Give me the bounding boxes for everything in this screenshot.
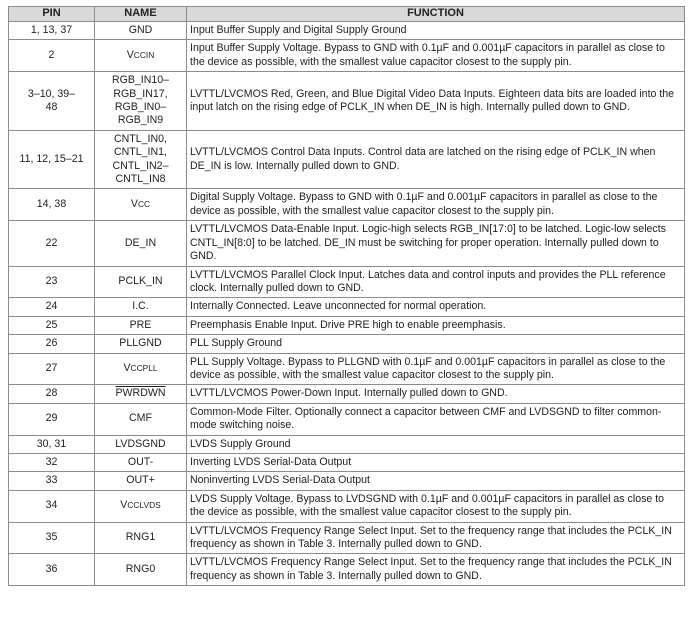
pin-name <box>95 189 187 221</box>
table-row <box>9 221 685 266</box>
table-row <box>9 298 685 316</box>
pin-function: PLL Supply Ground <box>187 335 685 353</box>
pin-function: LVTTL/LVCMOS Parallel Clock Input. Latches data and control inputs and provides the PLL reference clock. Internally pulled down to GND. <box>187 266 685 298</box>
pin-name: RNG1 <box>95 522 187 554</box>
pin-function: LVDS Supply Ground <box>187 435 685 453</box>
pin-name-main: V <box>123 362 131 375</box>
pin-function: LVTTL/LVCMOS Frequency Range Select Input. Set to the frequency range that includes the PCLK_IN frequency as shown in Table 3. Internally pulled down to GND. <box>187 522 685 554</box>
pin-number: 33 <box>9 472 95 490</box>
pin-name: GND <box>95 22 187 40</box>
pin-number: 25 <box>9 316 95 334</box>
pin-name: I.C. <box>95 298 187 316</box>
pin-function: PLL Supply Voltage. Bypass to PLLGND with 0.1µF and 0.001µF capacitors in parallel as close to the device as possible, with the smallest value capacitor closest to the supply pin. <box>187 353 685 385</box>
pin-number: 27 <box>9 353 95 385</box>
table-row <box>9 385 685 403</box>
pin-name: DE_IN <box>95 221 187 266</box>
pin-function: Noninverting LVDS Serial-Data Output <box>187 472 685 490</box>
table-row <box>9 266 685 298</box>
pin-function: Digital Supply Voltage. Bypass to GND with 0.1µF and 0.001µF capacitors in parallel as close to the device as possible, with the smallest value capacitor closest to the supply pin. <box>187 189 685 221</box>
table-row <box>9 490 685 522</box>
pin-name-main: V <box>130 198 138 211</box>
table-row <box>9 472 685 490</box>
table-row <box>9 554 685 586</box>
pin-name <box>95 40 187 72</box>
pin-name-overbar: PWRDWN <box>115 387 166 400</box>
table-row <box>9 435 685 453</box>
pin-number: 32 <box>9 453 95 471</box>
pin-name: OUT- <box>95 453 187 471</box>
pin-name-subscript: CC <box>137 199 151 210</box>
table-header-row <box>9 7 685 22</box>
pin-function: Internally Connected. Leave unconnected for normal operation. <box>187 298 685 316</box>
pin-number: 29 <box>9 403 95 435</box>
pin-function: Input Buffer Supply and Digital Supply Ground <box>187 22 685 40</box>
pin-number: 1, 13, 37 <box>9 22 95 40</box>
pin-name-main: V <box>120 499 128 512</box>
pin-name: RGB_IN10– RGB_IN17, RGB_IN0– RGB_IN9 <box>95 72 187 131</box>
pin-function: Preemphasis Enable Input. Drive PRE high to enable preemphasis. <box>187 316 685 334</box>
table-row <box>9 40 685 72</box>
pin-number: 28 <box>9 385 95 403</box>
pin-name: CNTL_IN0, CNTL_IN1, CNTL_IN2– CNTL_IN8 <box>95 130 187 189</box>
pin-number: 23 <box>9 266 95 298</box>
pin-number: 3–10, 39–48 <box>9 72 95 131</box>
pin-number: 36 <box>9 554 95 586</box>
pin-name: OUT+ <box>95 472 187 490</box>
pin-function: LVTTL/LVCMOS Frequency Range Select Input. Set to the frequency range that includes the PCLK_IN frequency as shown in Table 3. Internally pulled down to GND. <box>187 554 685 586</box>
pin-name: LVDSGND <box>95 435 187 453</box>
pin-name-subscript: CCIN <box>133 50 155 61</box>
header-name: NAME <box>95 7 187 22</box>
table-row <box>9 189 685 221</box>
table-row <box>9 453 685 471</box>
pin-name: RNG0 <box>95 554 187 586</box>
table-row <box>9 22 685 40</box>
pin-number: 30, 31 <box>9 435 95 453</box>
pin-function: LVTTL/LVCMOS Red, Green, and Blue Digital Video Data Inputs. Eighteen data bits are loaded into the input latch on the rising edge of PCLK_IN when DE_IN is high. Internally pulled down to GND. <box>187 72 685 131</box>
pin-name <box>95 490 187 522</box>
pin-number: 35 <box>9 522 95 554</box>
pin-name <box>95 385 187 403</box>
table-row <box>9 335 685 353</box>
table-row <box>9 403 685 435</box>
pin-function: LVTTL/LVCMOS Data-Enable Input. Logic-high selects RGB_IN[17:0] to be latched. Logic-low selects CNTL_IN[8:0] to be latched. DE_IN must be switching for proper operation. Internally pulled down to GND. <box>187 221 685 266</box>
table-row <box>9 522 685 554</box>
table-row <box>9 353 685 385</box>
pin-name <box>95 353 187 385</box>
pin-function: Common-Mode Filter. Optionally connect a capacitor between CMF and LVDSGND to filter common-mode switching noise. <box>187 403 685 435</box>
pin-name: PRE <box>95 316 187 334</box>
pin-number: 2 <box>9 40 95 72</box>
pin-number: 11, 12, 15–21 <box>9 130 95 189</box>
table-row <box>9 130 685 189</box>
pin-description-table <box>8 6 685 586</box>
pin-name-main: V <box>126 49 134 62</box>
pin-name: PCLK_IN <box>95 266 187 298</box>
pin-function: LVTTL/LVCMOS Power-Down Input. Internally pulled down to GND. <box>187 385 685 403</box>
pin-number: 34 <box>9 490 95 522</box>
pin-number: 24 <box>9 298 95 316</box>
header-pin: PIN <box>9 7 95 22</box>
pin-name-subscript: CCPLL <box>130 363 158 374</box>
pin-number: 26 <box>9 335 95 353</box>
pin-name-subscript: CCLVDS <box>127 500 161 511</box>
pin-name: CMF <box>95 403 187 435</box>
table-row <box>9 316 685 334</box>
pin-function: LVDS Supply Voltage. Bypass to LVDSGND with 0.1µF and 0.001µF capacitors in parallel as close to the device as possible, with the smallest value capacitor closest to the supply pin. <box>187 490 685 522</box>
pin-function: Inverting LVDS Serial-Data Output <box>187 453 685 471</box>
pin-function: LVTTL/LVCMOS Control Data Inputs. Control data are latched on the rising edge of PCLK_IN when DE_IN is low. Internally pulled down to GND. <box>187 130 685 189</box>
pin-number: 14, 38 <box>9 189 95 221</box>
header-function: FUNCTION <box>187 7 685 22</box>
pin-name: PLLGND <box>95 335 187 353</box>
pin-number: 22 <box>9 221 95 266</box>
pin-function: Input Buffer Supply Voltage. Bypass to GND with 0.1µF and 0.001µF capacitors in parallel as close to the device as possible, with the smallest value capacitor closest to the supply pin. <box>187 40 685 72</box>
table-row <box>9 72 685 131</box>
